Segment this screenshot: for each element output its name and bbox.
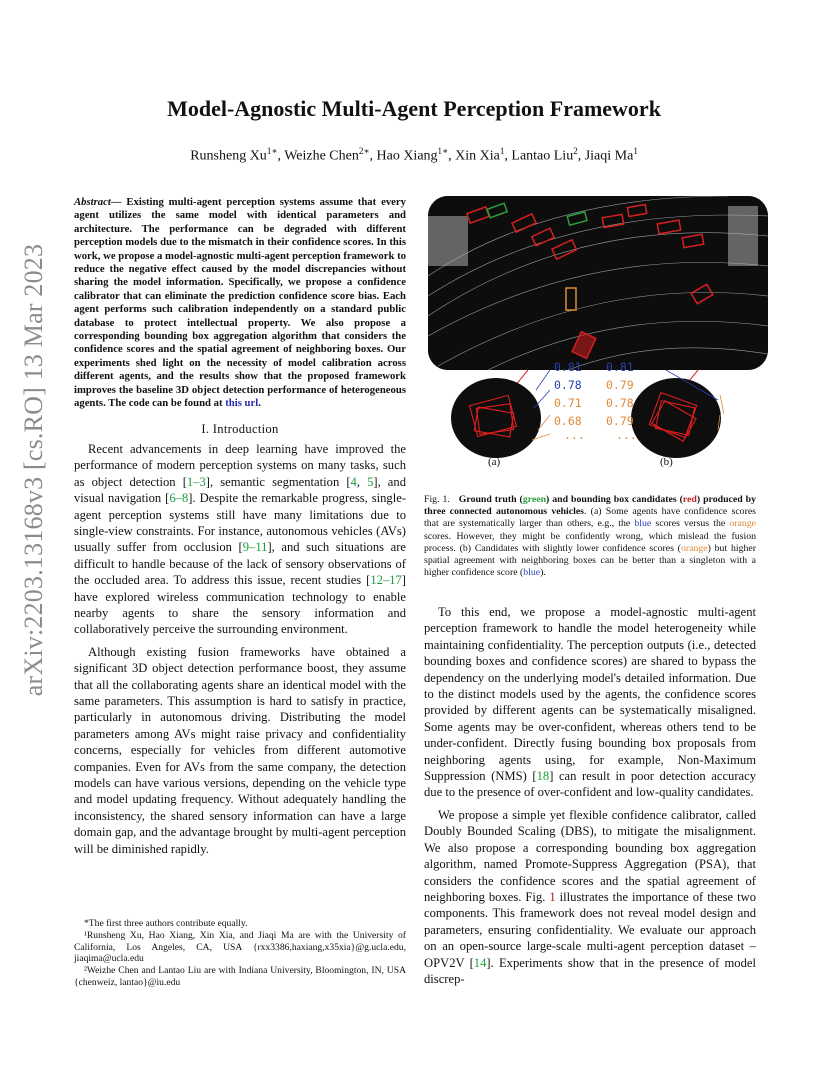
citation-link[interactable]: 14 (473, 955, 487, 970)
arxiv-stamp (14, 160, 54, 780)
figure-1 (428, 196, 768, 482)
figure-ref-link[interactable]: 1 (549, 889, 556, 904)
score-label: 0.79 (606, 414, 634, 428)
score-label: 0.71 (554, 396, 582, 410)
citation-link[interactable]: 12–17 (370, 573, 402, 588)
author-name: Xin Xia (455, 148, 500, 164)
score-ellipsis: ... (616, 428, 637, 442)
zoom-illustration (428, 370, 768, 482)
footnote: *The first three authors contribute equally. (84, 918, 248, 929)
score-label: 0.78 (554, 378, 582, 392)
right-column-text (424, 604, 756, 993)
author-name: Weizhe Chen (284, 148, 359, 164)
author-name: Jiaqi Ma (584, 148, 634, 164)
citation-link[interactable]: 6–8 (169, 491, 189, 506)
citation-link[interactable]: 4 (350, 474, 357, 489)
scores-a (554, 358, 585, 440)
citation-link[interactable]: 18 (536, 769, 550, 784)
paper-title: Model-Agnostic Multi-Agent Perception Framework (167, 96, 661, 121)
footnote: ¹Runsheng Xu, Hao Xiang, Xin Xia, and Jiaqi Ma are with the University of California, Los Angeles, CA, USA {rxx3386,haxiang,x35xia}@g.ucla.edu, jiaqima@ucla.edu (74, 929, 406, 965)
left-column (74, 196, 406, 863)
score-label: 0.81 (606, 360, 634, 374)
intro-paragraph-2: Although existing fusion frameworks have obtained a significant 3D object detection performance boost, they assume that all the collaborating agents share an identical model with the same parameters. This assumption is hard to satisfy in practice, particularly in autonomous driving. Distributing the model parameters among AVs might raise privacy and confidentiality concerns, especially for vehicles from different automotive companies. Even for AVs from the same company, the detection models can have various versions, depending on the vehicle type and model updating frequency. Without adequately handling the inconsistency, the shared sensory information can have a large domain gap, and the advantage brought by multi-agent perception will be diminished rapidly. (74, 644, 406, 856)
scores-b (606, 358, 637, 440)
code-link[interactable]: this url (225, 397, 259, 410)
score-ellipsis: ... (564, 428, 585, 442)
author-list: Runsheng $Xu^{1∗}$, Weizhe Chen$^{2∗}$, Hao Xiang$^{1∗}$, Xin Xia$^1$, Lantao Liu$^2$, Jiaqi Ma$^1$ (190, 146, 638, 164)
score-label: 0.78 (606, 396, 634, 410)
citation-link[interactable]: 9–11 (242, 540, 268, 555)
author-name: Hao Xiang (376, 148, 438, 164)
intro-paragraph-3: To this end, we propose a model-agnostic multi-agent perception framework to handle the model heterogeneity while maintaining confidentiality. The perception outputs (i.e., detected bounding boxes and confidence scores) are shared to bypass the dependency on the underlying model's detailed information. Due to the distinct models used by the agents, the confidence scores provided by different agents can be systematically misaligned. Some agents may be over-confident, whereas others tend to be under-confident. Directly fusing bounding box proposals from neighboring agents using, for example, Non-Maximum Suppression (NMS) [18] can result in poor detection accuracy due to the presence of over-confident and low-quality candidates. (424, 605, 756, 800)
section-heading-introduction: I. Introduction (201, 421, 279, 436)
citation-link[interactable]: 1–3 (186, 474, 206, 489)
figure-caption: Fig. 1. Ground truth (green) and bounding box candidates (red) produced by three connected autonomous vehicles. (a) Some agents have confidence scores that are systematically larger than others, e.g., the blue scores versus the orange scores. However, they might be confidently wrong, which mislead the fusion process. (b) Candidates with slightly lower confidence scores (orange) but higher spatial agreement with neighboring boxes can be better than a singleton with a higher confidence score (blue). (424, 494, 757, 579)
score-label: 0.81 (554, 360, 582, 374)
footnote: ²Weizhe Chen and Lantao Liu are with Indiana University, Bloomington, IN, USA {chenweiz, lantao}@iu.edu (74, 965, 406, 988)
footnotes (74, 918, 406, 989)
author-name: Runsheng Xu (190, 148, 267, 164)
intro-paragraph-1: Recent advancements in deep learning have improved the performance of modern perception systems on many tasks, such as object detection [1–3], semantic segmentation [4, 5], and visual navigation [6–8]. Despite the remarkable progress, single-agent perception systems still have many limitations due to single-view constraints. For instance, autonomous vehicles (AVs) usually suffer from occlusion [9–11], and such situations are difficult to handle because of the lack of sensory observations of the occluded area. To address this issue, recent studies [12–17] have explored wireless communication technology to enable nearby agents to share the sensory information and collaboratively perceive the surrounding environment. (74, 441, 407, 637)
abstract: Abstract— Existing multi-agent perception systems assume that every agent utilizes the same model with identical parameters and architecture. The performance can be degraded with different perception models due to the mismatch in their confidence scores. In this work, we propose a model-agnostic multi-agent perception framework to reduce the negative effect caused by the model discrepancies without sharing the model information. Specifically, we propose a confidence calibrator that can eliminate the prediction confidence score bias. Each agent performs such calibration independently on a standard public database to protect intellectual property. We also propose a corresponding bounding box aggregation algorithm that considers the confidence scores and the spatial agreement of neighboring boxes. Our experiments shed light on the necessity of model calibration across different agents, and the results show that the proposed framework improves the baseline 3D object detection performance of heterogeneous agents. The code can be found at this url. (74, 196, 406, 410)
score-label: 0.79 (606, 378, 634, 392)
author-name: Lantao Liu (511, 148, 574, 164)
citation-link[interactable]: 5 (367, 474, 374, 489)
arxiv-id: arXiv:2203.13168v3 [cs.RO] 13 Mar 2023 (19, 243, 48, 697)
subfigure-label-a: (a) (488, 456, 501, 468)
intro-paragraph-4: We propose a simple yet flexible confidence calibrator, called Doubly Bounded Scaling (DBS), to mitigate the misalignment. We also propose a corresponding bounding box aggregation algorithm, named Promote-Suppress Aggregation (PSA), that considers the confidence scores and the spatial agreement of neighboring boxes. Fig. 1 illustrates the importance of these two components. This framework does not reveal model design and parameters, ensuring confidentiality. We evaluate our approach on an open-source large-scale multi-agent perception dataset – OPV2V [14]. Experiments show that in the presence of model discrep- (424, 807, 756, 986)
subfigure-label-b: (b) (660, 456, 673, 468)
point-cloud-illustration (428, 196, 768, 370)
score-label: 0.68 (554, 414, 582, 428)
zoom-row (428, 360, 768, 482)
lidar-scene-image (428, 196, 768, 370)
